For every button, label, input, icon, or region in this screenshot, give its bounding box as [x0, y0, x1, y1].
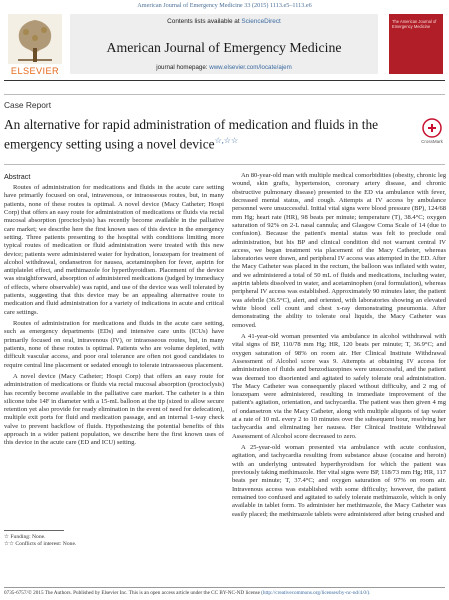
abstract-heading: Abstract [4, 172, 31, 181]
elsevier-wordmark: ELSEVIER [10, 66, 60, 76]
article-title-text: An alternative for rapid administration of medication and fluids in the emergency setting using a novel device [4, 117, 379, 152]
journal-homepage-line [70, 64, 378, 71]
abstract-column [4, 184, 224, 451]
case-paragraph-2: A 41-year-old woman presented via ambulance in alcohol withdrawal with vital signs of BP, 110/78 mm Hg; HR, 120 beats per minute; T, 36.9°C; and oxygen saturation of 98% on room air. Her Clinical Institute Withdrawal Assessment of Alcohol score was 9. Attempts at obtaining IV access for administration of fluids and benzodiazepines were unsuccessful, and the patient was deemed too disoriented and agitated to safely tolerate oral administration. The Macy Catheter was consequently placed without difficulty, and 2 mg of lorazepam were administered, resulting in immediate improvement of the patient's agitation, orientation, and tachycardia. The patient was then given 4 mg of ondansetron via the Macy Catheter, along with multiple aliquots of tap water at a rate of 10 mL every 2 to 10 minutes over the subsequent hour, resolving her tachycardia and eliminating her nausea. Her Clinical Institute Withdrawal Assessment of Alcohol score decreased to zero. [232, 332, 446, 440]
article-type: Case Report [4, 100, 52, 110]
crossmark-icon[interactable] [418, 117, 446, 145]
footnote-funding: ☆ Funding: None. [4, 534, 46, 540]
title-footnote-marks[interactable]: ☆,☆☆ [214, 136, 239, 145]
running-header: American Journal of Emergency Medicine 33 (2015) 1113.e5–1113.e6 [137, 2, 312, 9]
section-divider [4, 94, 445, 95]
footnote-divider [4, 530, 64, 531]
device-paragraph: A novel device (Macy Catheter; Hospi Corp) that offers an easy route for administration of medications or fluids via rectal mucosal absorption (proctoclysis) has recently become available in the palliative care market. The catheter is a thin silicone tube 14F in diameter with a 15-mL balloon at the tip (sized to allow secure retention yet also provide for ready elimination in the event of need for defecation), multiple exit ports for fluid and medication passage, and an internal 1-way check valve to prevent backflow of fluids. Hypothesizing the potential benefits of this approach in a wider patient population, we describe here the first known uses of this device in the acute care (ED and ICU) setting. [4, 372, 224, 447]
footer-divider [4, 587, 445, 588]
case-paragraph-3: A 25-year-old woman presented via ambulance with acute confusion, agitation, and tachycardia resulting from substance abuse (cocaine and heroin) with an underlying untreated hyperthyroidism for which the patient was previously taking methimazole. Her vital signs were BP, 118/73 mm Hg; HR, 117 beats per minute; T, 37.4°C; and oxygen saturation of 97% on room air. Intravenous access was established with some difficulty; however, the patient remained too confused and agitated to safely tolerate methimazole, which is only available in tablet form. To administer her methimazole, the Macy Catheter was easily placed; the methimazole tablets were administered after being crushed and [232, 444, 446, 518]
journal-title: American Journal of Emergency Medicine [106, 40, 342, 55]
journal-cover-title: The American Journal of Emergency Medicine [392, 19, 437, 29]
case-column [232, 172, 446, 522]
footnotes [4, 534, 224, 548]
article-title [4, 117, 404, 152]
sciencedirect-link[interactable]: ScienceDirect [241, 18, 281, 25]
homepage-prefix: journal homepage: [156, 64, 208, 71]
header-divider [4, 80, 445, 81]
license-link[interactable]: (http://creativecommons.org/licenses/by-nc-nd/4.0/). [261, 590, 371, 596]
abstract-divider [4, 164, 445, 165]
license-footer [4, 590, 445, 596]
crossmark-label: CrossMark [421, 139, 443, 144]
contents-available-line [70, 18, 378, 25]
license-text: 0735-6757/© 2015 The Authors. Published by Elsevier Inc. This is an open access article under the CC BY-NC-ND license [4, 590, 260, 596]
footnote-conflicts: ☆☆ Conflicts of interest: None. [4, 541, 77, 547]
elsevier-tree-logo [8, 14, 62, 72]
contents-prefix: Contents lists available at [167, 18, 240, 25]
intro-paragraph: Routes of administration for medications and fluids in the acute care setting, such as emergency departments (EDs) and intensive care units (ICUs) have primarily focused on oral, intravenous (IV), or intraosseous routes, but, in many patients, none of these routes is optimal. Patients who are volume depleted, with difficult vascular access, and poor oral tolerance are often not good candidates to require central line placement or sedated enough to tolerate intraosseous placement. [4, 320, 224, 369]
homepage-link[interactable]: www.elsevier.com/locate/ajem [209, 64, 292, 71]
case-paragraph-1: An 80-year-old man with multiple medical comorbidities (obesity, chronic leg wound, skin grafts, hypertension, coronary artery disease, and chronic obstructive pulmonary disease) presented to the ED via ambulance with fever, decreased mental status, and cough. Attempts at IV access by ambulance personnel were unsuccessful. Initial vital signs were blood pressure (BP), 124/68 mm Hg; heart rate (HR), 98 beats per minute; temperature (T), 38.4°C; oxygen saturation of 92% on 2-L nasal cannula; and Glasgow Coma Scale of 14 (due to confusion). Because the patient's mental status was felt to preclude oral administration, but his BP and clinical condition did not warrant central IV access, we began treatment via placement of the Macy Catheter, whereas laboratories were drawn, and peripheral IV access was attempted in the ED. After the Macy Catheter was placed in the rectum, the balloon was inflated with water, and we administered a total of 50 mL of fluids and medications, including water, aspirin tablets dissolved in water, and acetaminophen (oral formulation), whereas peripheral IV access was established. Approximately 90 minutes later, the patient was afebrile (36.5°C), alert, and oriented, with laboratories showing an elevated white blood cell count and chest x-ray demonstrating pneumonia. After demonstrating the ability to tolerate oral liquids, the Macy Catheter was removed. [232, 172, 446, 329]
abstract-paragraph: Routes of administration for medications and fluids in the acute care setting have primarily focused on oral, intravenous, or intraosseous routes, but, in many patients, none of these routes is optimal. A novel device (Macy Catheter; Hospi Corp) that offers an easy route for administration of medications or fluids via rectal mucosal absorption (proctoclysis) has recently become available in the palliative care market; we describe here the first known uses of this device in the emergency setting. Three patients presenting to the hospital with conditions limiting more typical routes of medication or fluid administration were treated with this new device; patients were administered water for hydration, lorazepam for treatment of alcohol withdrawal, ondansetron for nausea, acetaminophen for fever, aspirin for antiplatelet effect, and methimazole for hyperthyroidism. Placement of the device was straightforward, absorption of administered medications (judged by immediacy of effects, where observable) was rapid, and use of the device was well tolerated by patients, suggesting that this device may be an appealing alternative route to medication and fluid administration for a variety of indications in acute and critical care settings. [4, 184, 224, 316]
